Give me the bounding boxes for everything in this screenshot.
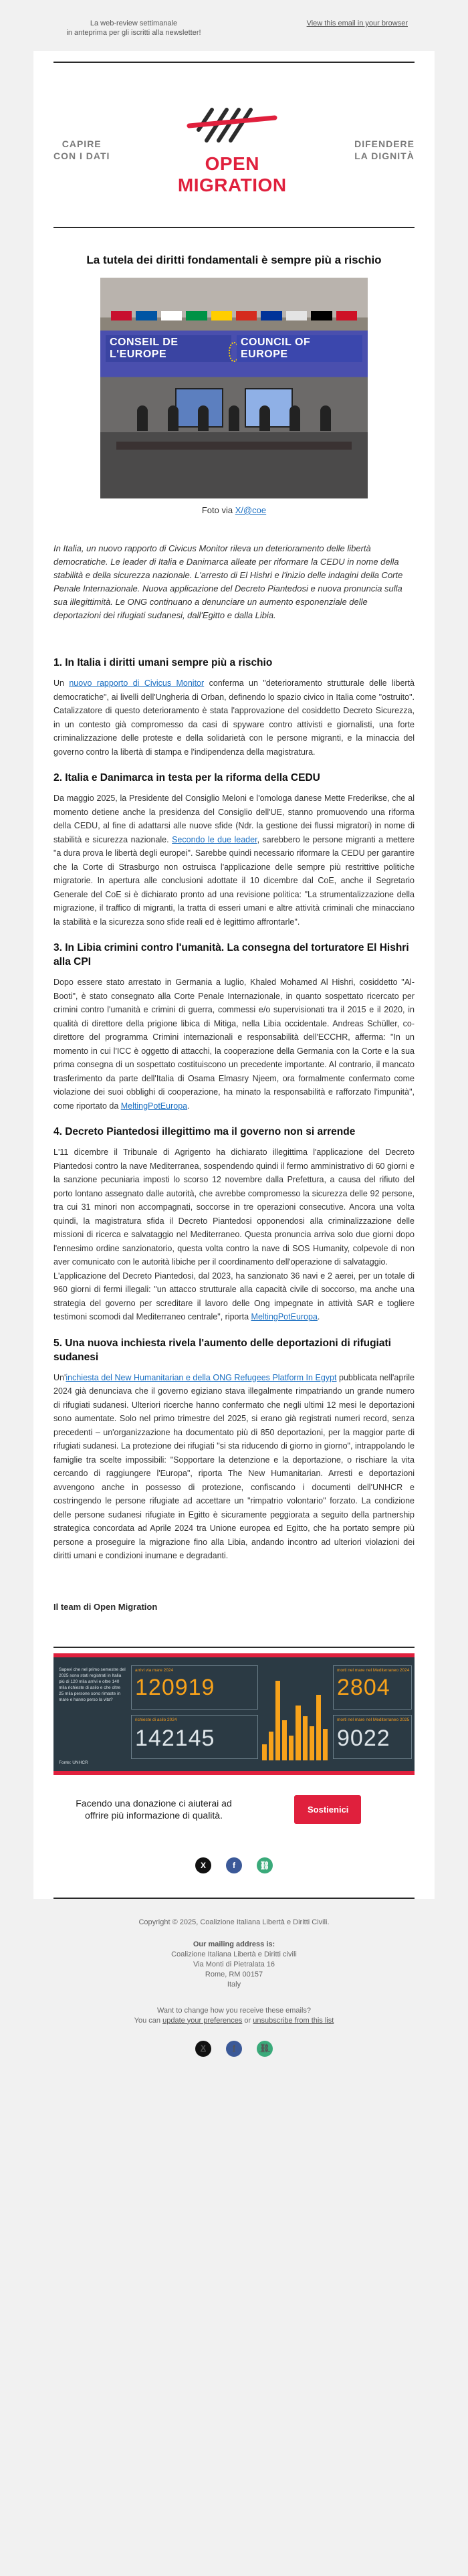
tagline-right-line-2: LA DIGNITÀ — [354, 150, 415, 161]
section-text — [53, 676, 415, 759]
banner-value-b: 142145 — [135, 1725, 215, 1751]
footer-links — [33, 2016, 435, 2026]
section-text-post: conferma un "deterioramento strutturale delle libertà democratiche", ai livelli dell'Ungheria di Orban, definendo lo spazio civico in Italia come "ostruito". Catalizzatore di questo deterioramento è stata l'approvazione del cosiddetto Decreto Sicurezza, in un contesto già compromesso da casi di spyware contro attivisti e giornalisti, una forte criminalizzazione delle proteste e della solidarietà con le persone migranti, e la minaccia del governo contro la libertà di stampa e l'indipendenza della magistratura. — [53, 678, 415, 757]
section-text-post: . — [317, 1312, 320, 1321]
section-text-post: . — [187, 1101, 190, 1111]
section-3 — [53, 941, 415, 1125]
section-2 — [53, 771, 415, 941]
caption-prefix: Foto via — [201, 505, 235, 515]
section-link[interactable]: MeltingPotEuropa — [251, 1312, 318, 1321]
email-body — [33, 51, 435, 1899]
preheader-text — [53, 19, 214, 37]
section-5 — [53, 1336, 415, 1575]
banner-label-d: morti nel mare nel Mediterraneo 2025 — [337, 1717, 410, 1722]
donate-text: Facendo una donazione ci aiuterai ad offrire più informazione di qualità. — [76, 1798, 232, 1821]
link-icon[interactable]: ⛓ — [257, 2041, 273, 2057]
unsubscribe-link[interactable]: unsubscribe from this list — [253, 2016, 334, 2025]
section-text-pre: Da maggio 2025, la Presidente del Consiglio Meloni e l'omologa danese Mette Frederikse, che al momento detiene anche la presidenza del Consiglio dell'UE, stanno promuovendo una riforma della CEDU, al fine di adattarsi alle nuove sfide (Ndr. la gestione dei flussi migratori) in nome di stabilità e sicurezza nazionale. — [53, 794, 415, 844]
banner-bar — [289, 1736, 294, 1760]
tagline-left-line-1: CAPIRE — [62, 138, 102, 149]
section-text-pre: Un — [53, 678, 70, 688]
section-link[interactable]: nuovo rapporto di Civicus Monitor — [69, 678, 205, 688]
mailing-title: Our mailing address is: — [193, 1940, 275, 1948]
banner-value-d: 9022 — [337, 1725, 390, 1751]
banner-intro-text: Sapevi che nel primo semestre del 2025 sono stati registrati in Italia più di 120 mila arrivi e oltre 140 mila richieste di asilo e che oltre 25 mila persone sono rimaste in mare e hanno perso la vita? — [59, 1667, 126, 1702]
banner-bar — [316, 1695, 321, 1760]
banner-bar — [282, 1720, 287, 1760]
section-title: 5. Una nuova inchiesta rivela l'aumento delle deportazioni di rifugiati sudanesi — [53, 1337, 391, 1363]
view-in-browser-link[interactable]: View this email in your browser — [306, 19, 408, 27]
banner-source: Fonte: UNHCR — [59, 1760, 88, 1765]
preheader-line-1: La web-review settimanale — [90, 19, 178, 27]
banner-bar — [269, 1732, 273, 1760]
section-title: 1. In Italia i diritti umani sempre più a rischio — [53, 657, 273, 668]
tagline-right-line-1: DIFENDERE — [354, 138, 415, 149]
footer-address — [33, 1950, 435, 2006]
section-text — [53, 792, 415, 929]
x-icon[interactable]: X — [195, 2041, 211, 2057]
main-title: La tutela dei diritti fondamentali è sempre più a rischio — [86, 254, 382, 266]
section-text-post: pubblicata nell'aprile 2024 già denunciava che il governo egiziano stava illegalmente rimpatriando un grande numero di rifugiati sudanesi. Ulteriori ricerche hanno confermato che negli ultimi 12 mesi le deportazioni sono aumentate. Solo nel primo trimestre del 2025, si erano già registrati numeri record, senza precedenti – un'organizzazione ha documentato più di 850 deportazioni, per la maggior parte di rifugiati sudanesi. La protezione dei rifugiati "si sta riducendo di giorno in giorno", intrappolando le famiglie tra scelte impossibili: "Sopportare la detenzione e la deportazione, o rischiare la vita cercando di raggiungere l'Europa", riporta The New Humanitarian. Arresti e deportazioni avvengono anche in possesso di protezione, confiscando i documenti dell'UNHCR e costringendo le persone rifugiate ad accettare un "rimpatrio volontario" forzato. La condizione delle persone sudanesi rifugiate in Egitto è sicuramente peggiorata a seguito della partnership strategica concordata ad Aprile 2024 tra Unione europea ed Egitto, che ha portato sempre più persone a proseguire la migrazione fino alla Libia, andando incontro ad ulteriori violazioni dei diritti umani e condizioni inumane e degradanti. — [53, 1372, 415, 1560]
facebook-icon[interactable]: f — [226, 2041, 242, 2057]
footer-social-links — [33, 2026, 435, 2077]
banner-value-a: 120919 — [135, 1674, 215, 1700]
donation-banner[interactable] — [53, 1653, 415, 1775]
section-text — [53, 1145, 415, 1324]
open-migration-logo[interactable] — [172, 103, 292, 196]
banner-bar — [275, 1681, 280, 1760]
preheader — [33, 0, 435, 51]
hero-sign-left: CONSEIL DE L'EUROPE — [106, 335, 231, 362]
footer-or: or — [242, 2016, 253, 2025]
tagline-left — [53, 138, 110, 162]
banner-bar — [310, 1726, 314, 1760]
link-icon[interactable]: ⛓ — [257, 1857, 273, 1873]
section-4 — [53, 1125, 415, 1336]
logo-mark-icon — [185, 103, 279, 147]
section-1 — [53, 656, 415, 771]
section-text-pre: L'11 dicembre il Tribunale di Agrigento ha dichiarato illegittima l'applicazione del Decreto Piantedosi contro la nave Mediterranea, sospendendo quindi il fermo amministrativo di 60 giorni e la sanzione pecuniaria imposti lo scorso 12 novembre dalla Prefettura, a causa del rifiuto del porto lontano assegnato dalle autorità, che avrebbe compromesso la sicurezza delle 92 persone, tra cui 31 minori non accompagnati, soccorse in tre operazioni consecutive. Ancora una volta quindi, la magistratura sfida il Decreto Piantedosi opponendosi alla criminalizzazione delle missioni di ricerca e salvataggio nel Mediterraneo. Questa pronuncia arriva solo due giorni dopo l'ennesimo ordine sanzionatorio, questa volta contro la nave di SOS Humanity, colpevole di non aver comunicato con le autorità libiche per il coordinamento dell'operazione di salvataggio. L'applicazione del Decreto Piantedosi, dal 2023, ha sanzionato 36 navi e 2 aerei, per un totale di 960 giorni di fermi illegali: "un attacco strutturale alla capacità civile di soccorso, ma anche una strategia del governo per screditare il lavoro delle Ong impegnate in attività SAR e togliere testimoni scomodi dal Mediterraneo centrale", riporta — [53, 1147, 415, 1321]
donate-button[interactable]: Sostienici — [294, 1795, 361, 1824]
section-link[interactable]: inchiesta del New Humanitarian e della ONG Refugees Platform In Egypt — [66, 1372, 337, 1382]
logo-text: OPEN MIGRATION — [177, 153, 287, 195]
tagline-left-line-2: CON I DATI — [53, 150, 110, 161]
x-icon[interactable]: X — [195, 1857, 211, 1873]
section-text-pre: Dopo essere stato arrestato in Germania a luglio, Khaled Mohamed Al Hishri, cosiddetto "Al-Booti", è stato consegnato alla Corte Penale Internazionale, in quanto sospettato ricercato per crimini contro l'umanità e crimini di guerra, commessi e/o supervisionati tra il 2015 e il 2020, in qualità di direttore della prigione libica di Mitiga, nella Libia occidentale. Andreas Schüller, co-direttore del programma Crimini internazionali e responsabilità dell'ECCHR, afferma: "In un momento in cui l'ICC è oggetto di attacchi, la cooperazione della Germania con la Corte e la sua prima consegna di un sospettato costituiscono un precedente importante. Al contrario, il mancato trasferimento da parte dell'Italia di Osama Elmasry Njeem, ora formalmente confermato come violazione dei suoi obblighi di cooperazione, ha minato la responsabilità e rafforzato l'impunità", come riportato da — [53, 978, 415, 1111]
section-title: 4. Decreto Piantedosi illegittimo ma il governo non si arrende — [53, 1126, 356, 1137]
banner-label-a: arrivi via mare 2024 — [135, 1667, 174, 1673]
section-text-pre: Un' — [53, 1372, 66, 1382]
section-text-post: , sarebbero le persone migranti a mettere "a dura prova le libertà degli europei". Sarebbe quindi necessario riformare la CEDU per garantire che la Corte di Strasburgo non ostruisca l'applicazione delle sempre più restrittive politiche migratorie. In apertura alle conclusioni adottate il 10 dicembre dal CoE, anche il Segretario Generale del CoE si è dichiarato pronto ad una revisione politica: "La strumentalizzazione della migrazione, il traffico di migranti, la tratta di esseri umani e altre attività criminali che minacciano la stabilità e la sicurezza sono sfide reali ed è legittimo affrontarle". — [53, 834, 415, 927]
header — [53, 63, 415, 223]
address-org: Coalizione Italiana Libertà e Diritti civili — [171, 1950, 297, 1958]
footer-you-can: You can — [134, 2016, 163, 2025]
donate-row — [53, 1775, 415, 1840]
hero-image — [100, 278, 368, 498]
facebook-icon[interactable]: f — [226, 1857, 242, 1873]
preheader-line-2: in anteprima per gli iscritti alla newsletter! — [66, 29, 201, 37]
footer-copyright: Copyright © 2025, Coalizione Italiana Libertà e Diritti Civili. — [138, 1918, 330, 1926]
hero-sign-right: COUNCIL OF EUROPE — [237, 335, 362, 362]
banner-bar-chart — [262, 1672, 328, 1760]
banner-bar — [323, 1729, 328, 1760]
address-city: Rome, RM 00157 — [205, 1970, 263, 1979]
banner-label-c: morti nel mare nel Mediterraneo 2024 — [337, 1667, 410, 1673]
intro-paragraph: In Italia, un nuovo rapporto di Civicus Monitor rileva un deterioramento delle libertà democratiche. Le leader di Italia e Danimarca alleate per riformare la CEDU in nome della stabilità e della sicurezza nazionale. L'arresto di El Hishri e l'inizio delle indagini della Corte Penale Internazionale. Nuova applicazione del Decreto Piantedosi e nuova pronuncia sulla sua illegittimità. Le ONG continuano a denunciare un aumento esponenziale delle deportazioni dei rifugiati sudanesi, dall'Egitto e dalla Libia. — [53, 543, 403, 620]
flags-row — [111, 311, 357, 319]
caption-link[interactable]: X/@coe — [235, 505, 267, 515]
team-signature: Il team di Open Migration — [53, 1601, 158, 1612]
footer — [33, 1899, 435, 2090]
section-text — [53, 1371, 415, 1563]
footer-change-prefs: Want to change how you receive these emails? — [156, 2006, 312, 2015]
section-title: 2. Italia e Danimarca in testa per la riforma della CEDU — [53, 772, 320, 784]
update-preferences-link[interactable]: update your preferences — [162, 2016, 243, 2025]
hero-people — [127, 405, 341, 432]
section-link[interactable]: Secondo le due leader — [172, 834, 257, 844]
hero-table — [116, 442, 352, 450]
banner-value-c: 2804 — [337, 1674, 390, 1700]
section-title: 3. In Libia crimini contro l'umanità. La consegna del torturatore El Hishri alla CPI — [53, 942, 409, 968]
social-links — [53, 1840, 415, 1894]
address-country: Italy — [227, 1980, 241, 1989]
address-street: Via Monti di Pietralata 16 — [193, 1960, 275, 1968]
tagline-right — [354, 138, 415, 162]
banner-top-divider — [53, 1647, 415, 1648]
section-text — [53, 976, 415, 1113]
footer-mailing-title — [33, 1940, 435, 1950]
section-link[interactable]: MeltingPotEuropa — [120, 1101, 188, 1111]
banner-bar — [262, 1744, 267, 1760]
banner-label-b: richieste di asilo 2024 — [135, 1717, 177, 1722]
banner-bar — [303, 1716, 308, 1760]
image-caption — [53, 498, 415, 542]
banner-bar — [296, 1706, 300, 1760]
